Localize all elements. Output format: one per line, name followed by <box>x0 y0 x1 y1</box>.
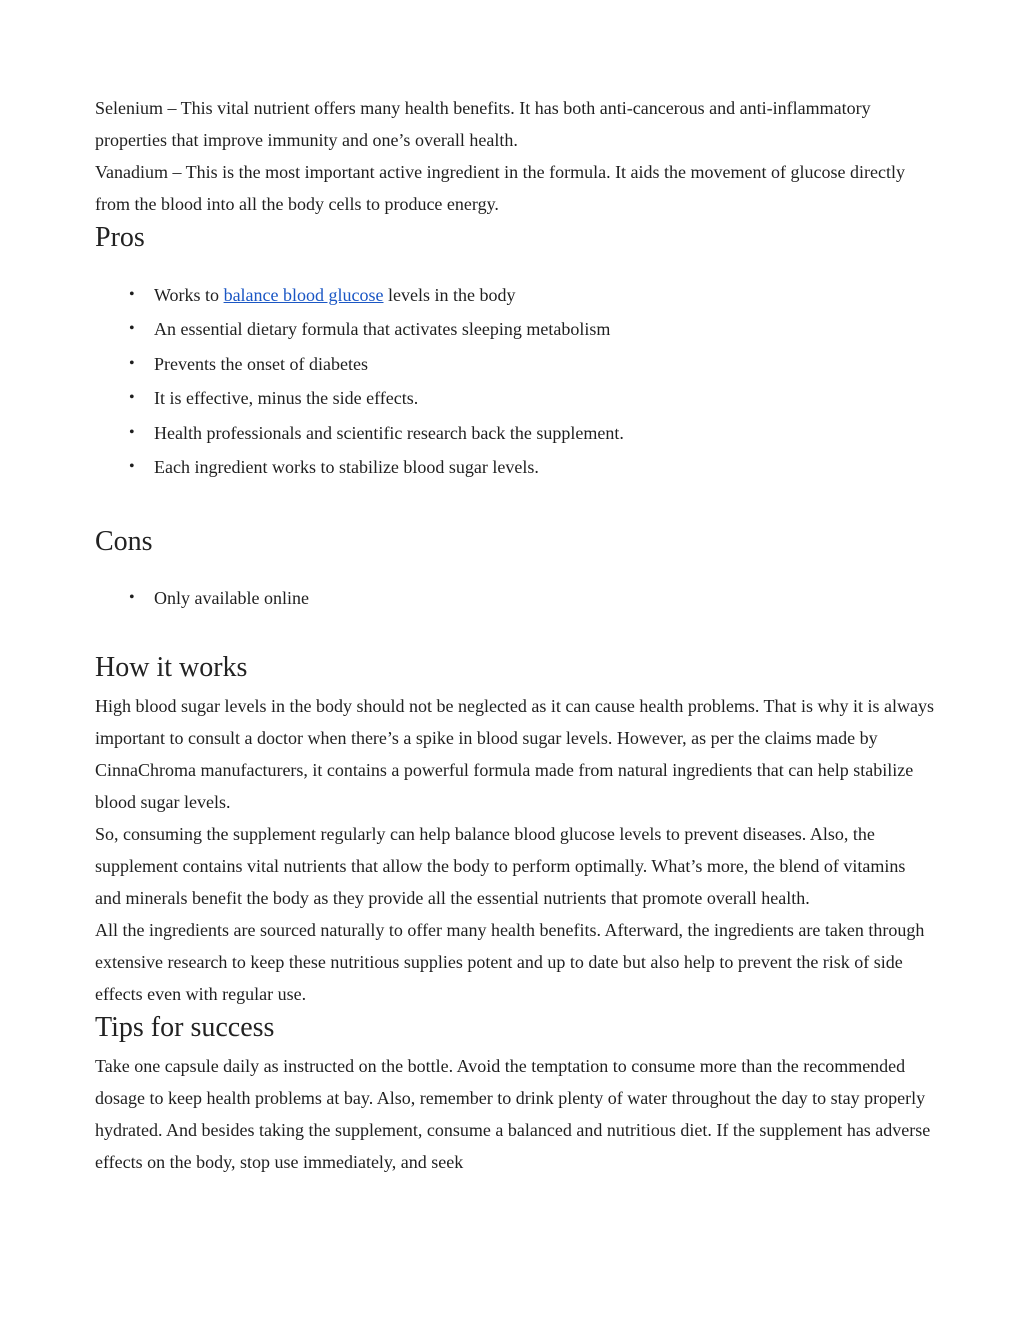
pros-item-text-after: levels in the body <box>383 285 516 305</box>
selenium-paragraph: Selenium – This vital nutrient offers many health benefits. It has both anti-cancerous and anti-inflammatory properties that improve immunity and one’s overall health. <box>95 98 871 150</box>
pros-item <box>95 450 935 484</box>
pros-item <box>95 381 935 415</box>
pros-item-text: Health professionals and scientific research back the supplement. <box>154 422 624 443</box>
how-it-works-heading: How it works <box>95 651 248 683</box>
how-it-works-paragraph: All the ingredients are sourced naturally to offer many health benefits. Afterward, the ingredients are taken through extensive research to keep these nutritious supplies potent and up to date but also help to prevent the risk of side effects even with regular use. <box>95 919 925 1004</box>
how-it-works-paragraph: High blood sugar levels in the body should not be neglected as it can cause health problems. That is why it is always important to consult a doctor when there’s a spike in blood sugar levels. However, as per the claims made by CinnaChroma manufacturers, it contains a powerful formula made from natural ingredients that can help stabilize blood sugar levels. <box>95 695 934 812</box>
tips-heading: Tips for success <box>95 1011 275 1043</box>
pros-item-text: An essential dietary formula that activates sleeping metabolism <box>154 319 611 340</box>
bullet-icon: • <box>129 389 135 407</box>
document-page <box>95 92 935 1178</box>
balance-blood-glucose-link[interactable]: balance blood glucose <box>223 285 384 305</box>
bullet-icon: • <box>129 589 135 607</box>
pros-item <box>95 312 935 346</box>
bullet-icon: • <box>129 423 135 441</box>
bullet-icon: • <box>129 320 135 338</box>
pros-item-text: Each ingredient works to stabilize blood sugar levels. <box>154 457 539 478</box>
vanadium-paragraph: Vanadium – This is the most important active ingredient in the formula. It aids the movement of glucose directly from the blood into all the body cells to produce energy. <box>95 162 905 214</box>
pros-item <box>95 278 935 312</box>
how-it-works-paragraph: So, consuming the supplement regularly can help balance blood glucose levels to prevent diseases. Also, the supplement contains vital nutrients that allow the body to perform optimally. What’s more, the blend of vitamins and minerals benefit the body as they provide all the essential nutrients that promote overall health. <box>95 823 906 908</box>
pros-item <box>95 416 935 450</box>
pros-item-text: Prevents the onset of diabetes <box>154 353 368 374</box>
pros-heading: Pros <box>95 222 145 253</box>
cons-heading: Cons <box>95 526 153 558</box>
bullet-icon: • <box>129 354 135 372</box>
cons-item <box>95 581 935 615</box>
bullet-icon: • <box>129 286 135 303</box>
pros-item-text: It is effective, minus the side effects. <box>154 388 419 409</box>
cons-item-text: Only available online <box>154 588 309 609</box>
cons-list <box>95 581 935 615</box>
bullet-icon: • <box>129 458 135 476</box>
pros-item-text-before: Works to <box>154 285 224 305</box>
pros-item <box>95 347 935 381</box>
pros-list <box>95 278 935 484</box>
tips-paragraph: Take one capsule daily as instructed on the bottle. Avoid the temptation to consume more than the recommended dosage to keep health problems at bay. Also, remember to drink plenty of water throughout the day to stay properly hydrated. And besides taking the supplement, consume a balanced and nutritious diet. If the supplement has adverse effects on the body, stop use immediately, and seek <box>95 1055 931 1172</box>
